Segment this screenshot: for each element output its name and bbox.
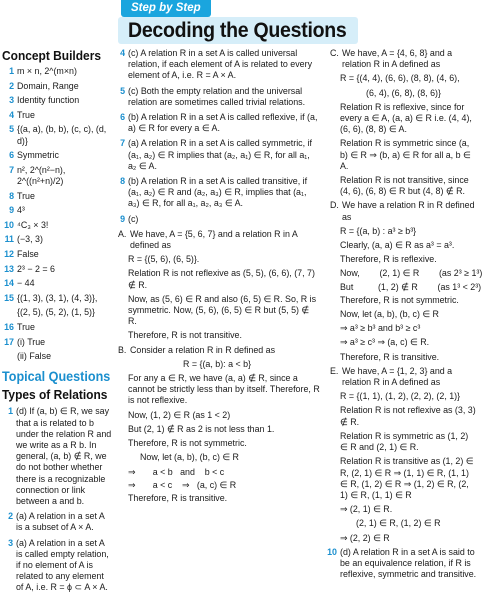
item-number: 4 — [9, 109, 14, 120]
text-line: Now, (1, 2) ∈ R (as 1 < 2) — [128, 409, 231, 420]
concept-builder-item — [2, 81, 112, 92]
question-number: 6 — [120, 112, 125, 123]
types-of-relations-heading: Types of Relations — [2, 387, 108, 403]
answer-item — [114, 112, 320, 134]
header-banner — [0, 0, 480, 46]
text-line: Relation R is not reflexive as (3, 3) ∉ R. — [340, 405, 476, 427]
text-line: But (2, 1) ∉ R as 2 is not less than 1. — [128, 423, 275, 434]
relation-definition: R = {(4, 4), (6, 6), (8, 8), (4, 6), — [340, 73, 460, 84]
item-answer: (−3, 3) — [17, 234, 43, 245]
text-line: Relation R is not reflexive as (5, 5), (6, 6), (7, 7) ∉ R. — [128, 268, 315, 290]
text-line: Clearly, (a, a) ∈ R as a³ = a³. — [340, 240, 455, 251]
answer-10 — [326, 547, 478, 581]
item-answer: Identity function — [17, 95, 80, 106]
item-number: 12 — [4, 248, 14, 259]
text-line: Relation R is transitive as (1, 2) ∈ R, (2, 1) ∈ R ⇒ (1, 1) ∈ R, (1, 1) ∈ R, (1, 2) ∈ R ⇒ (1, 2) ∈ R, (2, 1) ∈ R, (1, 1) ∈ R — [340, 456, 474, 500]
text-line: For any a ∈ R, we have (a, a) ∉ R, since a cannot be strictly less than by itself. Therefore, R is not reflexive. — [128, 373, 320, 406]
topical-questions-heading: Topical Questions — [2, 368, 111, 385]
item-answer: Domain, Range — [17, 80, 79, 91]
answer-text: (c) A relation R in a set A is called universal relation, if each element of A is related to every element of A, i.e. R = A × A. — [128, 48, 313, 81]
text-line: Therefore, R is transitive. — [340, 351, 440, 362]
text-line: ⇒ (2, 2) ∈ R — [340, 532, 390, 543]
q9-part-c — [326, 48, 478, 197]
relation-definition: R = {(a, b) : a³ ≥ b³} — [340, 225, 417, 236]
answer-item — [114, 86, 320, 108]
question-number: 1 — [8, 406, 13, 417]
item-answer: {(1, 3), (3, 1), (4, 3)}, — [17, 292, 98, 303]
answer-item — [114, 48, 320, 82]
item-answer: − 44 — [17, 278, 35, 289]
concept-builder-item — [2, 249, 112, 260]
answer-text: (d) If (a, b) ∈ R, we say that a is related to b under the relation R and we write as a R b. In general, (a, b) ∉ R, we do not bother whether there is a recognizable connection or link between a and b. — [16, 406, 112, 506]
item-answer: True — [17, 109, 35, 120]
item-answer: ⁴C₃ × 3! — [17, 219, 49, 230]
item-number — [2, 351, 17, 362]
part-label: C. — [330, 48, 339, 58]
item-number: 11 — [4, 234, 14, 245]
item-answer: (ii) False — [17, 351, 52, 362]
relation-definition: R = {(1, 1), (1, 2), (2, 2), (2, 1)} — [340, 391, 461, 402]
concept-builder-item — [2, 150, 112, 161]
concept-builder-item — [2, 66, 112, 77]
text-line: Relation R is reflexive, since for every a ∈ A, (a, a) ∈ R i.e. (4, 4), (6, 6), (8, 8) ∈ A. — [340, 101, 472, 135]
text-line: Therefore, R is reflexive. — [340, 254, 437, 265]
concept-builder-item — [2, 307, 112, 318]
concept-builder-item — [2, 110, 112, 121]
answer-text: (a) A relation in a set A is called empty relation, if no element of A is related to any element of A, i.e. R = ϕ ⊂ A × A. — [16, 537, 109, 593]
concept-builders-heading: Concept Builders — [2, 48, 102, 63]
part-intro: We have, A = {5, 6, 7} and a relation R in A defined as — [130, 228, 298, 251]
concept-builder-item — [2, 264, 112, 275]
step-by-step-tag: Step by Step — [121, 0, 211, 17]
text-line: But (1, 2) ∉ R (as 1³ < 2³) — [340, 281, 482, 292]
item-number: 6 — [9, 150, 14, 161]
concept-builder-item — [2, 351, 112, 362]
item-number: 7 — [9, 164, 14, 175]
item-number: 2 — [9, 80, 14, 91]
part-label: A. — [118, 228, 127, 239]
question-number: 10 — [327, 546, 337, 557]
item-answer: True — [17, 190, 35, 201]
item-number: 17 — [4, 336, 14, 347]
concept-builder-item — [2, 95, 112, 106]
item-number: 15 — [4, 292, 14, 303]
concept-builder-item — [2, 322, 112, 333]
answer-item — [2, 538, 112, 594]
concept-builders-list — [2, 66, 112, 362]
item-answer: False — [17, 248, 39, 259]
question-number: 4 — [120, 48, 125, 58]
page-title: Decoding the Questions — [128, 19, 347, 42]
text-line: Relation R is symmetric since (a, b) ∈ R ⇒ (b, a) ∈ R for all a, b ∈ A. — [340, 138, 471, 171]
answer-item — [114, 176, 320, 210]
concept-builder-item — [2, 165, 112, 187]
text-line: Relation R is symmetric as (1, 2) ∈ R and (2, 1) ∈ R. — [340, 430, 469, 453]
concept-builder-item — [2, 220, 112, 231]
text-line: Now, (2, 1) ∈ R (as 2³ ≥ 1³) — [340, 268, 482, 279]
item-number: 3 — [9, 95, 14, 106]
item-number — [2, 307, 17, 318]
answer-text: (c) Both the empty relation and the universal relation are sometimes called trivial relations. — [128, 85, 306, 107]
text-line: Therefore, R is not symmetric. — [340, 294, 459, 305]
part-intro: We have a relation R in R defined as — [342, 200, 475, 222]
concept-builder-item — [2, 234, 112, 245]
text-line: ⇒ (2, 1) ∈ R. — [340, 504, 393, 515]
item-number: 13 — [4, 263, 14, 274]
part-intro: We have, A = {4, 6, 8} and a relation R in A defined as — [342, 48, 453, 70]
concept-builder-item — [2, 124, 112, 146]
item-number: 1 — [9, 66, 14, 76]
item-number: 14 — [4, 278, 14, 289]
concept-builder-item — [2, 293, 112, 304]
text-line: ⇒ a³ ≥ b³ and b³ ≥ c³ — [340, 323, 421, 334]
item-answer: {(2, 5), (5, 2), (1, 5)} — [17, 307, 95, 318]
text-line: Therefore, R is not symmetric. — [128, 438, 247, 449]
item-number: 9 — [9, 205, 14, 216]
text-line: ⇒ a < b and b < c — [128, 466, 225, 477]
answer-item — [2, 406, 112, 507]
answer-text: (a) A relation in a set A is a subset of A × A. — [16, 511, 105, 533]
text-line: Now, let (a, b), (b, c) ∈ R — [140, 452, 239, 463]
question-number: 8 — [120, 176, 125, 187]
text-line: ⇒ a < c ⇒ (a, c) ∈ R — [128, 479, 237, 490]
concept-builder-item — [2, 337, 112, 348]
item-answer: True — [17, 321, 35, 332]
q9-part-e — [326, 366, 478, 544]
relation-definition: R = {(a, b): a < b} — [182, 358, 252, 369]
text-line: ⇒ a³ ≥ c³ ⇒ (a, c) ∈ R. — [340, 337, 430, 348]
question-number: 5 — [120, 85, 125, 96]
answer-text: (c) — [128, 213, 139, 224]
answer-item — [114, 214, 320, 225]
answer-text: (b) A relation R in a set A is called reflexive, if (a, a) ∈ R for every a ∈ A. — [128, 112, 318, 134]
column-1 — [2, 48, 112, 598]
answer-item — [2, 511, 112, 533]
item-number: 5 — [9, 124, 14, 135]
item-number: 8 — [9, 190, 14, 201]
question-number: 9 — [120, 213, 125, 224]
q9-part-b — [114, 345, 320, 504]
item-answer: 4³ — [17, 205, 25, 216]
item-answer: m × n, 2^(m×n) — [17, 66, 77, 76]
question-number: 3 — [8, 537, 13, 548]
text-line: Relation R is not transitive, since (4, 6), (6, 8) ∈ R but (4, 8) ∉ R. — [340, 175, 469, 197]
item-number: 16 — [4, 321, 14, 332]
item-answer: (i) True — [17, 336, 46, 347]
part-label: E. — [330, 365, 339, 376]
part-intro: Consider a relation R in R defined as — [130, 344, 276, 355]
item-answer: n², 2^(n²−n), 2^((n²+n)/2) — [17, 164, 66, 186]
answer-text: (b) A relation R in a set A is called transitive, if (a₁, a₂) ∈ R and (a₂, a₃) ∈ R, implies that (a₁, a₃) ∈ R, for all a₁, a₂, a₃ ∈ A. — [128, 176, 308, 209]
text-line: Now, as (5, 6) ∈ R and also (6, 5) ∈ R. So, R is symmetric. Now, (5, 6), (6, 5) ∈ R but (5, 5) ∉ R. — [128, 293, 317, 327]
part-intro: We have, A = {1, 2, 3} and a relation R in A defined as — [342, 365, 453, 388]
col2-answers — [114, 48, 320, 225]
answer-text: (a) A relation R in a set A is called symmetric, if (a₁, a₂) ∈ R implies that (a₂, a₁) ∈ R, for all a₁, a₂ ∈ A. — [128, 138, 312, 171]
answer-item — [114, 138, 320, 172]
q9-part-a — [114, 229, 320, 342]
relation-definition: R = {(5, 6), (6, 5)}. — [128, 254, 200, 265]
part-label: B. — [118, 344, 127, 355]
column-2 — [114, 48, 320, 507]
item-answer: {(a, a), (b, b), (c, c), (d, d)} — [17, 124, 107, 146]
relation-definition: (6, 4), (6, 8), (8, 6)} — [366, 87, 441, 98]
text-line: (2, 1) ∈ R, (1, 2) ∈ R — [356, 518, 441, 529]
answer-text: (d) A relation R in a set A is said to be an equivalence relation, if R is reflexive, symmetric and transitive. — [340, 546, 477, 580]
item-answer: 2³ − 2 = 6 — [17, 263, 55, 274]
text-line: Therefore, R is transitive. — [128, 492, 228, 503]
text-line: Now, let (a, b), (b, c) ∈ R — [340, 309, 439, 320]
item-answer: Symmetric — [17, 150, 59, 161]
question-number: 2 — [8, 511, 13, 522]
question-number: 7 — [120, 138, 125, 149]
concept-builder-item — [2, 205, 112, 216]
concept-builder-item — [2, 191, 112, 202]
column-3 — [326, 48, 482, 584]
part-label: D. — [330, 200, 339, 211]
text-line: Therefore, R is not transitive. — [128, 330, 242, 341]
item-number: 10 — [4, 219, 14, 230]
col1-answers — [2, 406, 112, 593]
concept-builder-item — [2, 278, 112, 289]
q9-part-d — [326, 200, 482, 362]
